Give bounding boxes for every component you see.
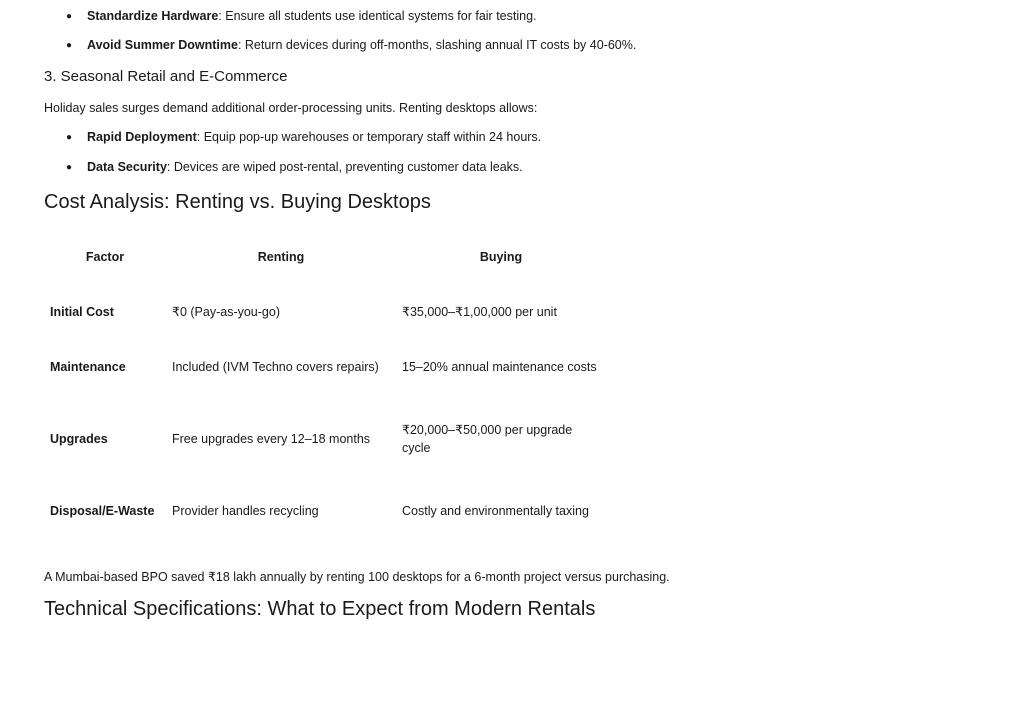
table-row: [44, 398, 606, 480]
buying-cell: Costly and environmentally taxing: [402, 504, 589, 518]
list-item-text: : Ensure all students use identical systems for fair testing.: [218, 9, 537, 23]
section-heading-cost-analysis: Cost Analysis: Renting vs. Buying Desktops: [44, 191, 431, 213]
list-item: [66, 130, 541, 144]
factor-cell: Initial Cost: [50, 305, 114, 319]
section-heading-technical-specs: Technical Specifications: What to Expect from Modern Rentals: [44, 598, 596, 620]
bullet-icon: ●: [66, 132, 73, 143]
renting-cell: Included (IVM Techno covers repairs): [172, 360, 379, 374]
case-study-note: A Mumbai-based BPO saved ₹18 lakh annually by renting 100 desktops for a 6-month project versus purchasing.: [44, 570, 670, 584]
list-item: [66, 9, 537, 23]
list-item-term: Rapid Deployment: [87, 130, 197, 144]
factor-cell: Maintenance: [50, 360, 126, 374]
factor-cell: Disposal/E-Waste: [50, 504, 155, 518]
list-item-term: Standardize Hardware: [87, 9, 219, 23]
list-item: [66, 160, 523, 174]
buying-cell: ₹35,000–₹1,00,000 per unit: [402, 305, 557, 319]
list-item-text: : Return devices during off-months, slashing annual IT costs by 40-60%.: [237, 38, 637, 52]
column-header-factor: Factor: [85, 250, 125, 264]
renting-cell: Provider handles recycling: [172, 504, 319, 518]
list-item-term: Avoid Summer Downtime: [87, 38, 238, 52]
table-row: [44, 480, 606, 542]
buying-cell: ₹20,000–₹50,000 per upgrade cycle: [402, 423, 573, 455]
renting-cell: Free upgrades every 12–18 months: [172, 432, 371, 446]
column-header-renting: Renting: [257, 250, 305, 264]
retail-intro: Holiday sales surges demand additional order-processing units. Renting desktops allows:: [44, 101, 538, 115]
renting-cell: ₹0 (Pay-as-you-go): [172, 305, 280, 319]
table-header-row: [44, 226, 606, 288]
column-header-buying: Buying: [479, 250, 523, 264]
factor-cell: Upgrades: [50, 432, 108, 446]
list-item-term: Data Security: [87, 160, 167, 174]
table-row: [44, 288, 606, 336]
bullet-icon: ●: [66, 162, 73, 173]
table-row: [44, 336, 606, 398]
list-item-text: : Equip pop-up warehouses or temporary staff within 24 hours.: [196, 130, 542, 144]
bullet-icon: ●: [66, 40, 73, 51]
bullet-icon: ●: [66, 11, 73, 22]
section-heading-retail: 3. Seasonal Retail and E-Commerce: [44, 68, 288, 85]
buying-cell: 15–20% annual maintenance costs: [402, 360, 597, 374]
list-item-text: : Devices are wiped post-rental, preventing customer data leaks.: [166, 160, 523, 174]
list-item: [66, 38, 636, 52]
cost-comparison-table: [44, 226, 606, 542]
